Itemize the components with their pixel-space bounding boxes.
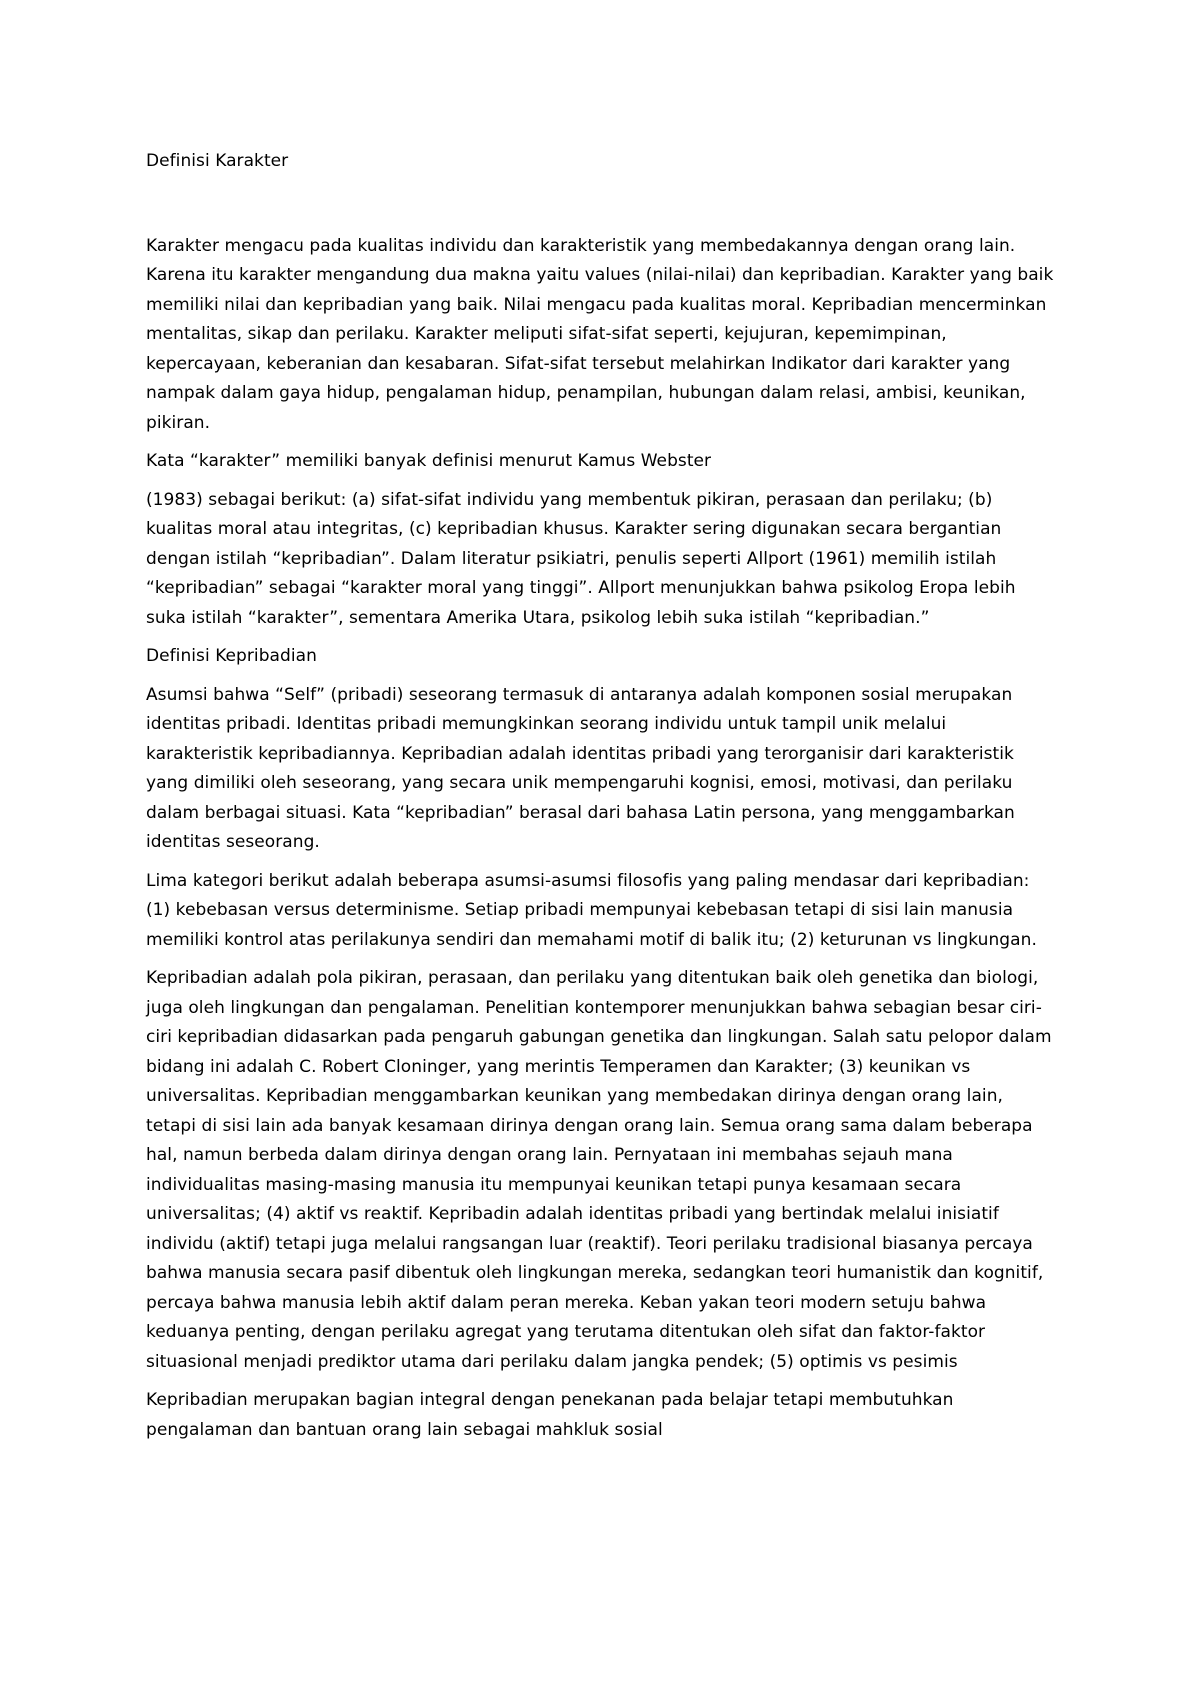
document-title: Definisi Karakter (146, 151, 289, 171)
paragraph-webster-definitions: (1983) sebagai berikut: (a) sifat-sifat individu yang membentuk pikiran, perasaan dan perilaku; (b) kualitas moral atau integritas, (c) kepribadian khusus. Karakter sering digunakan secara bergantian dengan istilah “kepribadian”. Dalam literatur psikiatri, penulis seperti Allport (1961) memilih istilah “kepribadian” sebagai “karakter moral yang tinggi”. Allport menunjukkan bahwa psikolog Eropa lebih suka istilah “karakter”, sementara Amerika Utara, psikolog lebih suka istilah “kepribadian.” (146, 489, 1016, 628)
paragraph-webster-intro: Kata “karakter” memiliki banyak definisi menurut Kamus Webster (146, 451, 712, 471)
document-body (146, 147, 1056, 1454)
paragraph-karakter-definition: Karakter mengacu pada kualitas individu dan karakteristik yang membedakannya dengan orang lain. Karena itu karakter mengandung dua makna yaitu values (nilai-nilai) dan kepribadian. Karakter yang baik memiliki nilai dan kepribadian yang baik. Nilai mengacu pada kualitas moral. Kepribadian mencerminkan mentalitas, sikap dan perilaku. Karakter meliputi sifat-sifat seperti, kejujuran, kepemimpinan, kepercayaan, keberanian dan kesabaran. Sifat-sifat tersebut melahirkan Indikator dari karakter yang nampak dalam gaya hidup, pengalaman hidup, penampilan, hubungan dalam relasi, ambisi, keunikan, pikiran. (146, 235, 1054, 433)
paragraph-five-categories: Lima kategori berikut adalah beberapa asumsi-asumsi filosofis yang paling mendasar dari kepribadian: (1) kebebasan versus determinisme. Setiap pribadi mempunyai kebebasan tetapi di sisi lain manusia memiliki kontrol atas perilakunya sendiri dan memahami motif di balik itu; (2) keturunan vs lingkungan. (146, 870, 1037, 950)
paragraph-personality-patterns: Kepribadian adalah pola pikiran, perasaan, dan perilaku yang ditentukan baik oleh genetika dan biologi, juga oleh lingkungan dan pengalaman. Penelitian kontemporer menunjukkan bahwa sebagian besar ciri-ciri kepribadian didasarkan pada pengaruh gabungan genetika dan lingkungan. Salah satu pelopor dalam bidang ini adalah C. Robert Cloninger, yang merintis Temperamen dan Karakter; (3) keunikan vs universalitas. Kepribadian menggambarkan keunikan yang membedakan dirinya dengan orang lain, tetapi di sisi lain ada banyak kesamaan dirinya dengan orang lain. Semua orang sama dalam beberapa hal, namun berbeda dalam dirinya dengan orang lain. Pernyataan ini membahas sejauh mana individualitas masing-masing manusia itu mempunyai keunikan tetapi punya kesamaan secara universalitas; (4) aktif vs reaktif. Kepribadin adalah identitas pribadi yang bertindak melalui inisiatif individu (aktif) tetapi juga melalui rangsangan luar (reaktif). Teori perilaku tradisional biasanya percaya bahwa manusia secara pasif dibentuk oleh lingkungan mereka, sedangkan teori humanistik dan kognitif, percaya bahwa manusia lebih aktif dalam peran mereka. Keban yakan teori modern setuju bahwa keduanya penting, dengan perilaku agregat yang terutama ditentukan oleh sifat dan faktor-faktor situasional menjadi prediktor utama dari perilaku dalam jangka pendek; (5) optimis vs pesimis (146, 968, 1052, 1372)
paragraph-integral-part: Kepribadian merupakan bagian integral dengan penekanan pada belajar tetapi membutuhkan pengalaman dan bantuan orang lain sebagai mahkluk sosial (146, 1390, 954, 1440)
section-heading-kepribadian: Definisi Kepribadian (146, 646, 317, 666)
paragraph-self-identity: Asumsi bahwa “Self” (pribadi) seseorang termasuk di antaranya adalah komponen sosial merupakan identitas pribadi. Identitas pribadi memungkinkan seorang individu untuk tampil unik melalui karakteristik kepribadiannya. Kepribadian adalah identitas pribadi yang terorganisir dari karakteristik yang dimiliki oleh seseorang, yang secara unik mempengaruhi kognisi, emosi, motivasi, dan perilaku dalam berbagai situasi. Kata “kepribadian” berasal dari bahasa Latin persona, yang menggambarkan identitas seseorang. (146, 684, 1015, 852)
